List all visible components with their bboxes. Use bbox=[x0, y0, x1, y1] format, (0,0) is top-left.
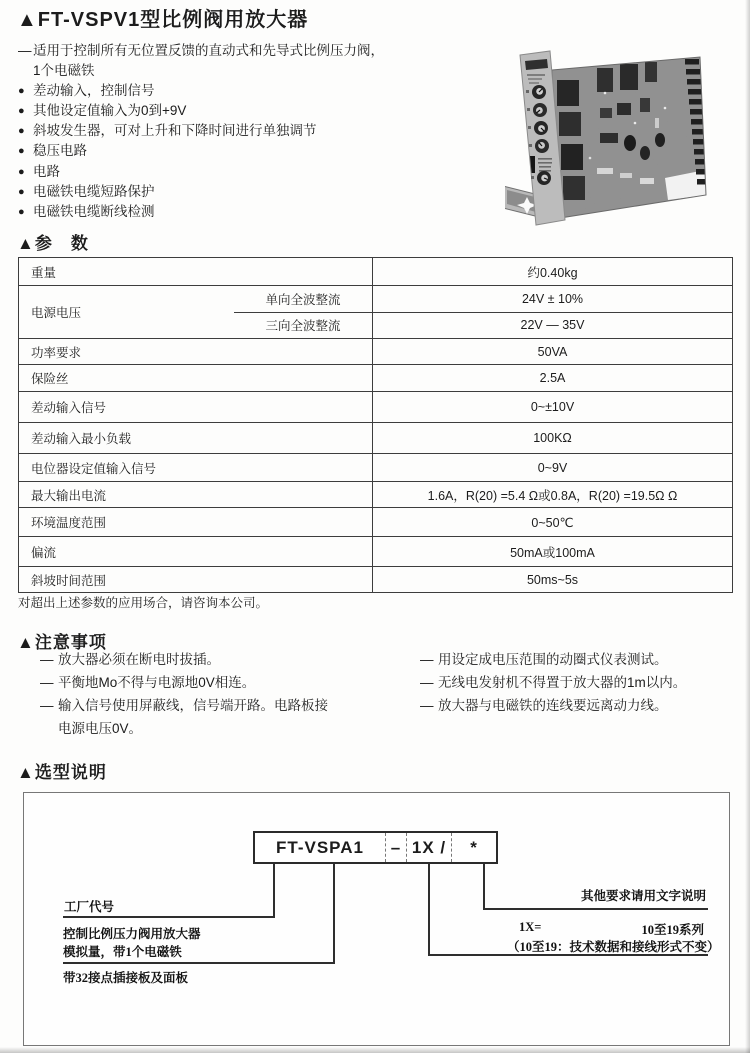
feature-text: 其他设定值输入为0到+9V bbox=[33, 103, 187, 119]
feature-text: 稳压电路 bbox=[33, 143, 87, 159]
dash-icon: — bbox=[18, 43, 32, 58]
note-item bbox=[420, 694, 742, 717]
row-value: 50ms~5s bbox=[372, 567, 732, 592]
row-label: 最大输出电流 bbox=[31, 488, 107, 503]
feature-item bbox=[18, 141, 488, 161]
row-value: 约0.40kg bbox=[372, 258, 732, 285]
subrow-value: 22V — 35V bbox=[372, 313, 732, 339]
label-amplifier-type-1: 控制比例压力阀用放大器 bbox=[63, 927, 201, 941]
feature-list bbox=[18, 41, 488, 222]
notes-left-column bbox=[40, 648, 410, 740]
table-subrow bbox=[234, 286, 732, 312]
feature-item bbox=[18, 81, 488, 101]
row-value: 0~9V bbox=[372, 454, 732, 481]
row-value: 0~±10V bbox=[372, 392, 732, 422]
bullet-icon: ● bbox=[18, 85, 25, 98]
bullet-icon: ● bbox=[18, 105, 25, 118]
feature-item bbox=[18, 101, 488, 121]
note-item bbox=[40, 671, 410, 694]
feature-text: 差动输入，控制信号 bbox=[33, 83, 155, 99]
dash-icon: — bbox=[40, 675, 54, 690]
note-text: 放大器必须在断电时拔插。 bbox=[58, 652, 220, 667]
table-row bbox=[19, 392, 732, 423]
table-row-power bbox=[19, 286, 732, 339]
callout-line bbox=[333, 864, 335, 963]
note-text: 输入信号使用屏蔽线，信号端开路。电路板接 bbox=[58, 698, 328, 713]
table-row bbox=[19, 365, 732, 392]
pcb-photo bbox=[505, 48, 720, 228]
label-series-key: 1X= bbox=[519, 920, 542, 934]
callout-line bbox=[63, 962, 335, 964]
feature-item bbox=[18, 162, 488, 182]
notes-heading: ▲注意事项 bbox=[17, 633, 107, 652]
row-label: 环境温度范围 bbox=[31, 516, 107, 530]
label-board-type: 带32接点插接板及面板 bbox=[63, 971, 189, 985]
dash-icon: — bbox=[40, 698, 54, 713]
note-item bbox=[40, 648, 410, 671]
row-label: 偏流 bbox=[31, 545, 57, 560]
note-text: 无线电发射机不得置于放大器的1m以内。 bbox=[438, 675, 687, 690]
subrow-value: 24V ± 10% bbox=[372, 286, 732, 312]
note-item bbox=[40, 694, 410, 717]
callout-line bbox=[483, 908, 708, 910]
note-item-continuation bbox=[40, 717, 410, 740]
note-text: 放大器与电磁铁的连线要远离动力线。 bbox=[438, 698, 668, 713]
dash-icon: — bbox=[420, 652, 434, 667]
dash-icon: — bbox=[40, 652, 54, 667]
feature-item bbox=[18, 41, 488, 61]
row-value: 0~50℃ bbox=[372, 508, 732, 536]
model-segment-series: FT-VSPA1 bbox=[276, 837, 364, 857]
model-segment-dash: – bbox=[385, 833, 406, 862]
row-value: 2.5A bbox=[372, 365, 732, 391]
feature-item bbox=[18, 121, 488, 141]
label-series-note: （10至19：技术数据和接线形式不变） bbox=[507, 940, 720, 954]
label-factory-code: 工厂代号 bbox=[64, 900, 115, 914]
label-series-row bbox=[519, 920, 704, 938]
row-value: 1.6A，R(20) =5.4 Ω或0.8A，R(20) =19.5Ω Ω bbox=[372, 482, 732, 507]
note-text: 电源电压0V。 bbox=[58, 721, 143, 736]
row-label: 电源电压 bbox=[31, 306, 82, 320]
model-segment-version: 1X / bbox=[406, 833, 451, 862]
subrow-label: 三向全波整流 bbox=[265, 319, 341, 334]
callout-line bbox=[273, 864, 275, 917]
model-segment-star: * bbox=[451, 833, 496, 862]
bullet-icon: ● bbox=[18, 165, 25, 178]
note-text: 用设定成电压范围的动圈式仪表测试。 bbox=[438, 652, 668, 667]
bullet-icon: ● bbox=[18, 145, 25, 158]
row-value: 50VA bbox=[372, 339, 732, 364]
table-row bbox=[19, 508, 732, 537]
bullet-icon: ● bbox=[18, 185, 25, 198]
pcb-photo-graphic bbox=[505, 48, 720, 228]
row-value: 50mA或100mA bbox=[372, 537, 732, 566]
table-row bbox=[19, 339, 732, 365]
note-item bbox=[420, 648, 742, 671]
label-amplifier-type-2: 模拟量，带1个电磁铁 bbox=[63, 945, 182, 959]
subrow-label: 单向全波整流 bbox=[265, 292, 341, 307]
callout-line bbox=[63, 916, 275, 918]
ordering-heading: ▲选型说明 bbox=[17, 763, 107, 782]
row-label: 差动输入信号 bbox=[31, 401, 107, 415]
row-label: 功率要求 bbox=[31, 345, 82, 360]
callout-line bbox=[428, 864, 430, 955]
label-other-requirements: 其他要求请用文字说明 bbox=[580, 889, 706, 903]
row-label: 重量 bbox=[31, 265, 57, 280]
row-value: 100KΩ bbox=[372, 423, 732, 453]
row-label: 电位器设定值输入信号 bbox=[31, 461, 157, 476]
label-series-value: 10至19系列 bbox=[641, 923, 704, 937]
bullet-icon: ● bbox=[18, 125, 25, 138]
table-row bbox=[19, 482, 732, 508]
feature-text: 适用于控制所有无位置反馈的直动式和先导式比例压力阀， bbox=[33, 43, 384, 58]
bullet-icon: ● bbox=[18, 205, 25, 218]
params-heading: ▲参 数 bbox=[17, 234, 89, 253]
table-row bbox=[19, 258, 732, 286]
table-row bbox=[19, 423, 732, 454]
feature-text: 电磁铁电缆短路保护 bbox=[33, 183, 155, 199]
page-title: ▲FT-VSPV1型比例阀用放大器 bbox=[17, 9, 309, 31]
notes-right-column bbox=[420, 648, 742, 717]
dash-icon: — bbox=[420, 698, 434, 713]
feature-item bbox=[18, 202, 488, 222]
table-row bbox=[19, 537, 732, 567]
feature-text: 斜坡发生器，可对上升和下降时间进行单独调节 bbox=[33, 123, 317, 139]
model-code-box bbox=[253, 831, 498, 864]
feature-item bbox=[18, 61, 488, 81]
row-label: 斜坡时间范围 bbox=[31, 573, 107, 588]
page-edge-shadow bbox=[0, 1047, 750, 1053]
feature-text: 电路 bbox=[33, 163, 60, 179]
feature-text: 1个电磁铁 bbox=[33, 63, 95, 79]
table-row bbox=[19, 454, 732, 482]
page-edge-shadow bbox=[745, 0, 750, 1053]
ordering-diagram bbox=[23, 792, 730, 1046]
note-item bbox=[420, 671, 742, 694]
params-table bbox=[18, 257, 733, 593]
dash-icon: — bbox=[420, 675, 434, 690]
feature-item bbox=[18, 182, 488, 202]
table-footnote: 对超出上述参数的应用场合，请咨询本公司。 bbox=[18, 596, 269, 610]
feature-text: 电磁铁电缆断线检测 bbox=[33, 203, 155, 219]
table-subrow bbox=[234, 312, 732, 339]
row-label: 保险丝 bbox=[31, 372, 69, 386]
row-label: 差动输入最小负载 bbox=[31, 432, 132, 446]
note-text: 平衡地Mo不得与电源地0V相连。 bbox=[58, 675, 256, 690]
table-row bbox=[19, 567, 732, 592]
